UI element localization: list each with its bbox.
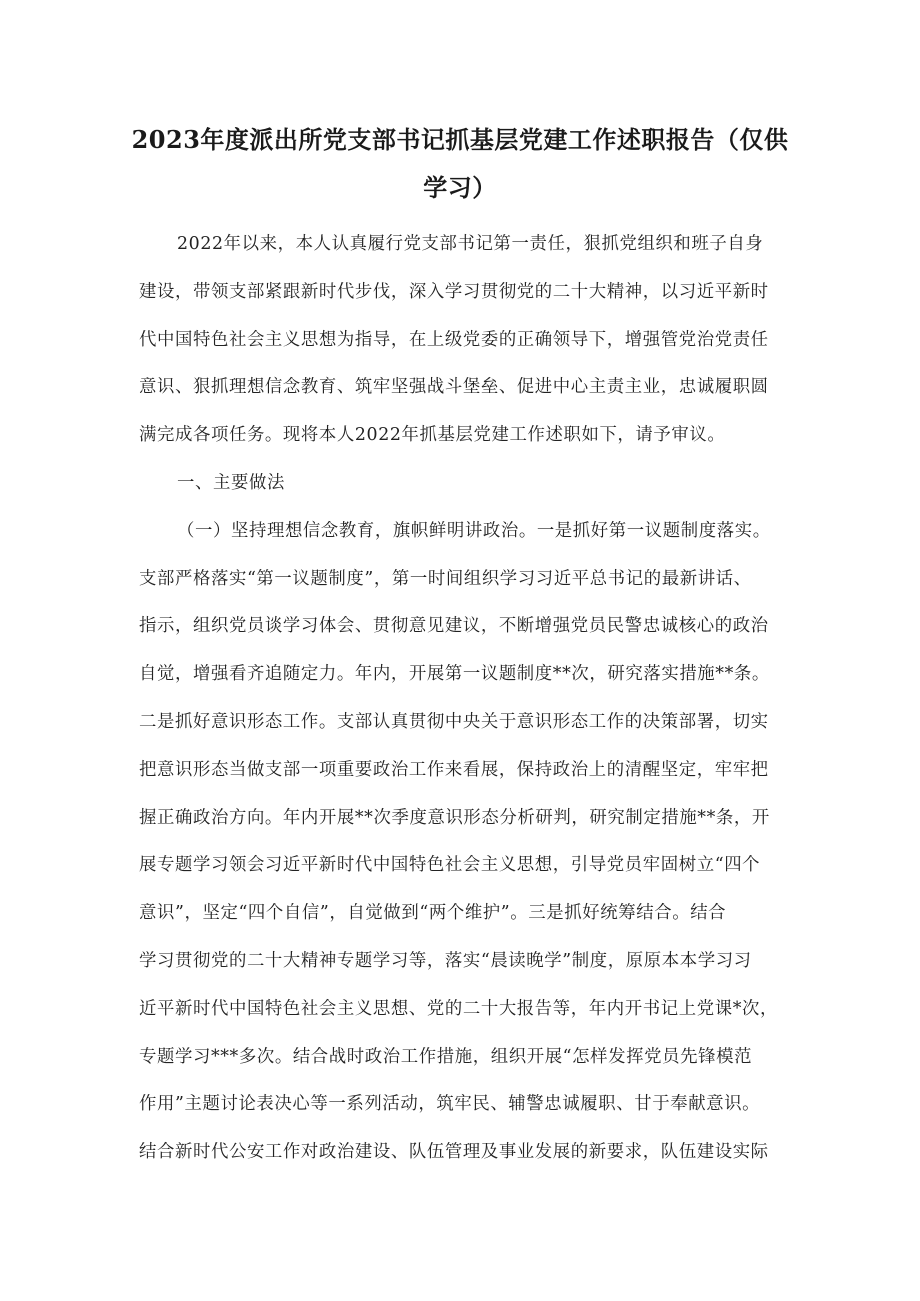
paragraph-line: 结合新时代公安工作对政治建设、队伍管理及事业发展的新要求，队伍建设实际 — [139, 1142, 769, 1163]
paragraph-line: 意识”，坚定“四个自信”，自觉做到“两个维护”。三是抓好统筹结合。结合 — [139, 903, 727, 924]
paragraph-line: 展专题学习领会习近平新时代中国特色社会主义思想，引导党员牢固树立“四个 — [139, 855, 761, 876]
paragraph-line: 意识、狠抓理想信念教育、筑牢坚强战斗堡垒、促进中心主责主业，忠诚履职圆 — [139, 377, 769, 398]
paragraph-line: 建设，带领支部紧跟新时代步伐，深入学习贯彻党的二十大精神，以习近平新时 — [139, 281, 769, 302]
paragraph-line: 作用”主题讨论表决心等一系列活动，筑牢民、辅警忠诚履职、甘于奉献意识。 — [139, 1094, 761, 1115]
paragraph-line: 代中国特色社会主义思想为指导，在上级党委的正确领导下，增强管党治党责任 — [139, 329, 769, 350]
paragraph-line: 学习贯彻党的二十大精神专题学习等，落实“晨读晚学”制度，原原本本学习习 — [139, 950, 752, 971]
title-line: 2023年度派出所党支部书记抓基层党建工作述职报告（仅供 — [131, 125, 789, 154]
document-title — [120, 117, 800, 213]
title-line: 学习） — [423, 172, 497, 202]
paragraph-line: 把意识形态当做支部一项重要政治工作来看展，保持政治上的清醒坚定，牢牢把 — [139, 759, 769, 780]
paragraph-line: 握正确政治方向。年内开展**次季度意识形态分析研判，研究制定措施**条，开 — [139, 807, 770, 828]
paragraph-line: 指示，组织党员谈学习体会、贯彻意见建议，不断增强党员民警忠诚核心的政治 — [139, 616, 769, 637]
paragraph-line: 二是抓好意识形态工作。支部认真贯彻中央关于意识形态工作的决策部署，切实 — [139, 711, 769, 732]
paragraph-line: 近平新时代中国特色社会主义思想、党的二十大报告等，年内开书记上党课*次， — [139, 998, 778, 1019]
paragraph-line: 专题学习***多次。结合战时政治工作措施，组织开展“怎样发挥党员先锋模范 — [139, 1046, 753, 1067]
document-body — [139, 221, 787, 1177]
paragraph-line: 支部严格落实“第一议题制度”，第一时间组织学习习近平总书记的最新讲话、 — [139, 568, 752, 589]
paragraph-line: （一）坚持理想信念教育，旗帜鲜明讲政治。一是抓好第一议题制度落实。 — [177, 520, 771, 541]
paragraph-line: 满完成各项任务。现将本人2022年抓基层党建工作述职如下，请予审议。 — [139, 425, 726, 446]
paragraph-line: 自觉，增强看齐追随定力。年内，开展第一议题制度**次，研究落实措施**条。 — [139, 664, 770, 685]
section-heading: 一、主要做法 — [177, 472, 285, 493]
paragraph-line: 2022年以来，本人认真履行党支部书记第一责任，狠抓党组织和班子自身 — [177, 234, 764, 254]
